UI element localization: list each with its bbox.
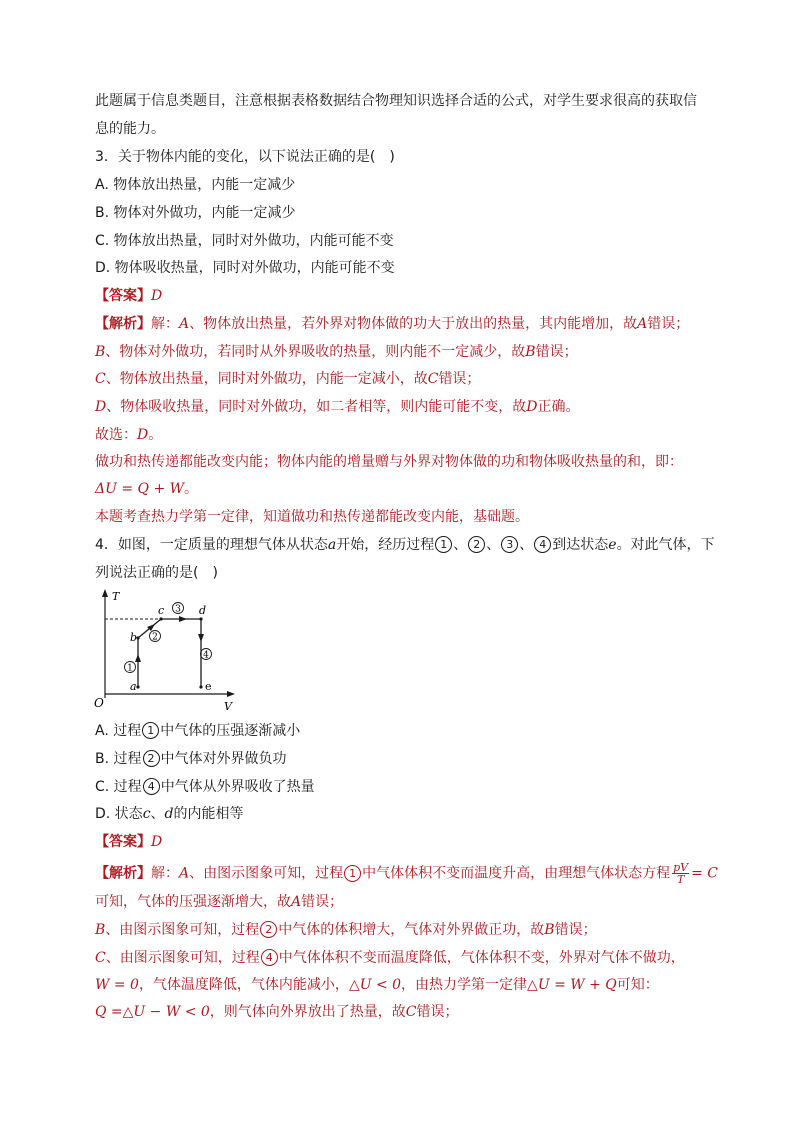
process-4-arrow (198, 634, 204, 642)
text: a (327, 537, 337, 553)
text: 、物体放出热量，若外界对物体做的功大于放出的热量，其内能增加，故 (189, 316, 638, 332)
formula: W = 0 (95, 977, 139, 993)
circled-number: 2 (260, 921, 277, 938)
text: D (137, 427, 149, 443)
text: C. 过程 (95, 779, 142, 795)
text: 。 (148, 427, 163, 443)
state-label-e: e (205, 680, 212, 693)
text: 错误； (438, 371, 481, 387)
text: 错误； (416, 1004, 459, 1020)
question-3-analysis-line (95, 342, 578, 362)
text: A (291, 894, 302, 910)
text: A (179, 865, 190, 882)
question-4-analysis-line (95, 1002, 459, 1022)
circled-number: 2 (468, 536, 485, 553)
state-label-a: a (130, 680, 137, 693)
text: D (95, 399, 107, 415)
text: 错误； (535, 344, 578, 360)
state-d-point (199, 617, 202, 620)
circled-number: 1 (435, 536, 452, 553)
circled-number: 1 (142, 722, 159, 739)
text: 中气体体积不变而温度降低，气体体积不变，外界对气体不做功， (278, 950, 685, 966)
text: 开始，经历过程 (336, 537, 435, 553)
text: 中气体对外界做负功 (160, 751, 287, 767)
text: 中气体的体积增大，气体对外界做正功，故 (278, 922, 545, 938)
question-4-analysis-line (95, 920, 597, 940)
text: ，由热力学第一定律 (401, 977, 528, 993)
text: ，气体温度降低，气体内能减小， (138, 977, 349, 993)
v-axis-arrow (227, 691, 235, 697)
question-4-option-b (95, 749, 287, 769)
axis-label-t: T (112, 590, 120, 603)
text: 、由图示图象可知，过程 (105, 950, 260, 966)
question-4-option-d (95, 804, 244, 824)
state-label-d: d (199, 604, 207, 617)
text: A (179, 316, 190, 332)
text: C (427, 371, 439, 387)
answer-value: D (151, 834, 163, 850)
state-e-point (199, 685, 202, 688)
text: 、 (519, 537, 534, 553)
circled-number: 3 (501, 536, 518, 553)
text: A (637, 316, 648, 332)
circled-number: 4 (143, 778, 160, 795)
text: D. 状态 (95, 806, 143, 822)
text: 错误； (554, 922, 597, 938)
question-3-analysis-line (95, 397, 579, 417)
question-4-stem: 列说法正确的是( ) (95, 565, 218, 581)
text: 、由图示图象可知，过程 (105, 922, 260, 938)
fraction-denominator: T (676, 873, 685, 886)
text: 。 (184, 481, 199, 497)
process-3-arrow (179, 616, 187, 622)
text: B (544, 922, 555, 938)
process-3-number: 3 (175, 604, 181, 615)
paragraph-line: 此题属于信息类题目，注意根据表格数据结合物理知识选择合适的公式，对学生要求很高的获取信 (95, 93, 697, 109)
answer-value: D (151, 288, 163, 304)
text: B. 过程 (95, 751, 142, 767)
question-3-analysis-line (95, 369, 480, 389)
process-1-number: 1 (127, 663, 133, 674)
origin-label: O (94, 696, 104, 710)
text: ，则气体向外界放出了热量，故 (209, 1004, 406, 1020)
circled-number: 2 (143, 750, 160, 767)
text: D (526, 399, 538, 415)
formula: Q =△U − W < 0 (95, 1004, 210, 1020)
question-4-analysis-line (95, 948, 685, 968)
t-axis-arrow (102, 589, 108, 597)
text: 、 (453, 537, 468, 553)
text: B (525, 344, 536, 360)
text: 可知，气体的压强逐渐增大，故 (95, 894, 291, 910)
text: C (405, 1004, 417, 1020)
text: e (608, 537, 617, 553)
text: 错误； (647, 316, 690, 332)
analysis-tag: 【解析】 (95, 865, 151, 882)
question-3-analysis-line (95, 314, 689, 334)
formula: △U < 0 (348, 977, 402, 993)
text: 的内能相等 (173, 806, 244, 822)
t-v-diagram (92, 586, 242, 716)
process-2-number: 2 (152, 632, 158, 643)
text: 中气体的压强逐渐减小 (160, 723, 301, 739)
question-4-analysis-line (95, 975, 659, 995)
formula-fraction (672, 862, 689, 885)
text: 、物体放出热量，同时对外做功，内能一定减小，故 (105, 371, 428, 387)
text: B (95, 922, 106, 938)
text: 中气体从外界吸收了热量 (160, 779, 315, 795)
formula: ΔU = Q + W (95, 481, 185, 497)
question-3-analysis-line: 做功和热传递都能改变内能；物体内能的增量赠与外界对物体做的功和物体吸收热量的和，即： (95, 454, 683, 470)
fraction-numerator: pV (673, 861, 689, 874)
text: 到达状态 (552, 537, 609, 553)
question-3-analysis-line (95, 479, 198, 499)
state-c-point (159, 617, 162, 620)
question-3-option-a: A. 物体放出热量，内能一定减少 (95, 177, 296, 193)
text: 、 (486, 537, 501, 553)
question-3-option-c: C. 物体放出热量，同时对外做功，内能可能不变 (95, 233, 394, 249)
axis-label-v: V (224, 700, 232, 713)
paragraph-line: 息的能力。 (95, 121, 165, 137)
text: 4．如图，一定质量的理想气体从状态 (95, 537, 328, 553)
circled-number: 1 (344, 865, 361, 882)
text: 。对此气体，下 (616, 537, 715, 553)
question-3-stem: 3．关于物体内能的变化，以下说法正确的是( ) (95, 149, 395, 165)
text: 错误； (301, 894, 344, 910)
question-4-option-c (95, 777, 315, 797)
text: 解： (151, 865, 179, 882)
text: 故选： (95, 427, 137, 443)
text: C (95, 371, 106, 387)
question-3-option-d: D. 物体吸收热量，同时对外做功，内能可能不变 (95, 260, 395, 276)
circled-number: 4 (534, 536, 551, 553)
answer-tag: 【答案】 (95, 834, 151, 850)
process-4-number: 4 (203, 650, 209, 661)
question-3-analysis-line (95, 425, 162, 445)
text: 正确。 (537, 399, 580, 415)
text: B (95, 344, 106, 360)
text: C (95, 950, 106, 966)
formula: = C (691, 865, 719, 882)
state-label-b: b (130, 631, 138, 644)
question-3-analysis-line: 本题考查热力学第一定律，知道做功和热传递都能改变内能，基础题。 (95, 509, 529, 525)
question-4-analysis-line (95, 862, 718, 885)
question-4-option-a (95, 721, 300, 741)
question-4-answer (95, 832, 162, 852)
text: 、 (150, 806, 165, 822)
formula: △U = W + Q (527, 977, 617, 993)
text: A. 过程 (95, 723, 142, 739)
text: 、物体吸收热量，同时对外做功，如二者相等，则内能可能不变，故 (106, 399, 527, 415)
state-label-c: c (158, 604, 165, 617)
question-4-analysis-line (95, 892, 343, 912)
state-a-point (136, 685, 139, 688)
text: 可知： (616, 977, 659, 993)
text: 、由图示图象可知，过程 (189, 865, 344, 882)
question-4-stem (95, 535, 715, 555)
answer-tag: 【答案】 (95, 288, 151, 304)
text: 中气体体积不变而温度升高，由理想气体状态方程 (362, 865, 671, 882)
process-1-arrow (135, 654, 141, 662)
question-3-option-b: B. 物体对外做功，内能一定减少 (95, 205, 296, 221)
text: 解： (151, 316, 179, 332)
question-3-answer (95, 286, 162, 306)
analysis-tag: 【解析】 (95, 316, 151, 332)
circled-number: 4 (261, 949, 278, 966)
text: 、物体对外做功，若同时从外界吸收的热量，则内能不一定减少，故 (105, 344, 526, 360)
text: c (142, 806, 151, 822)
text: d (164, 806, 174, 822)
